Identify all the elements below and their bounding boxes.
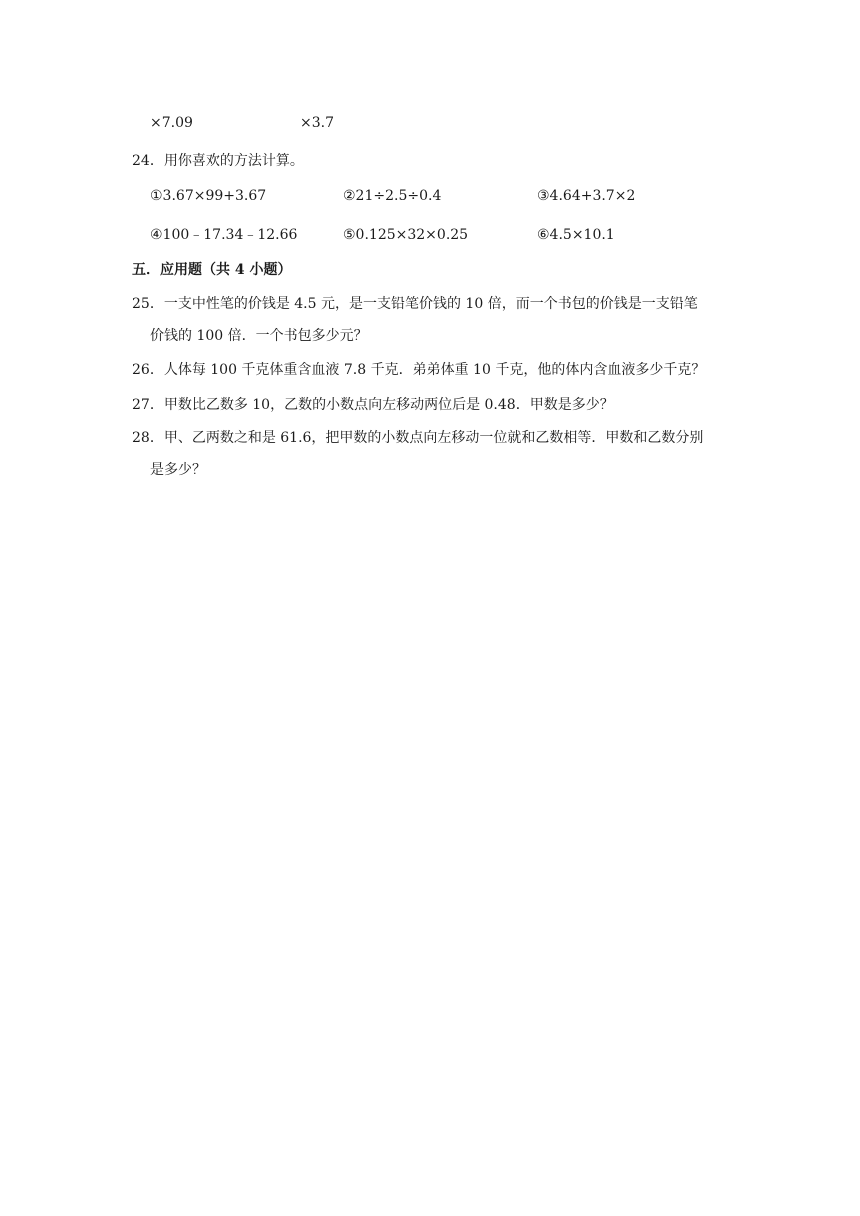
q24-item-5: ⑤0.125×32×0.25 (343, 227, 469, 243)
question-24-stem: 24．用你喜欢的方法计算。 (132, 153, 304, 169)
q24-item-4: ④100﹣17.34﹣12.66 (150, 227, 298, 243)
question-28-line-1: 28．甲、乙两数之和是 61.6，把甲数的小数点向左移动一位就和乙数相等．甲数和乙数分别 (132, 430, 704, 446)
question-28-line-2: 是多少？ (150, 462, 206, 478)
carryover-item-2: ×3.7 (300, 115, 334, 131)
carryover-item-1: ×7.09 (150, 115, 193, 131)
q24-item-3: ③4.64+3.7×2 (537, 188, 636, 204)
question-27: 27．甲数比乙数多 10，乙数的小数点向左移动两位后是 0.48．甲数是多少？ (132, 397, 614, 413)
question-25-line-1: 25．一支中性笔的价钱是 4.5 元，是一支铅笔价钱的 10 倍，而一个书包的价钱是一支铅笔 (132, 296, 698, 312)
question-25-line-2: 价钱的 100 倍．一个书包多少元？ (150, 328, 368, 344)
question-26: 26．人体每 100 千克体重含血液 7.8 千克．弟弟体重 10 千克，他的体内含血液多少千克？ (132, 362, 706, 378)
q24-item-6: ⑥4.5×10.1 (537, 227, 615, 243)
q24-item-2: ②21÷2.5÷0.4 (343, 188, 442, 204)
section-5-heading: 五．应用题（共 4 小题） (132, 262, 292, 278)
q24-item-1: ①3.67×99+3.67 (150, 188, 267, 204)
